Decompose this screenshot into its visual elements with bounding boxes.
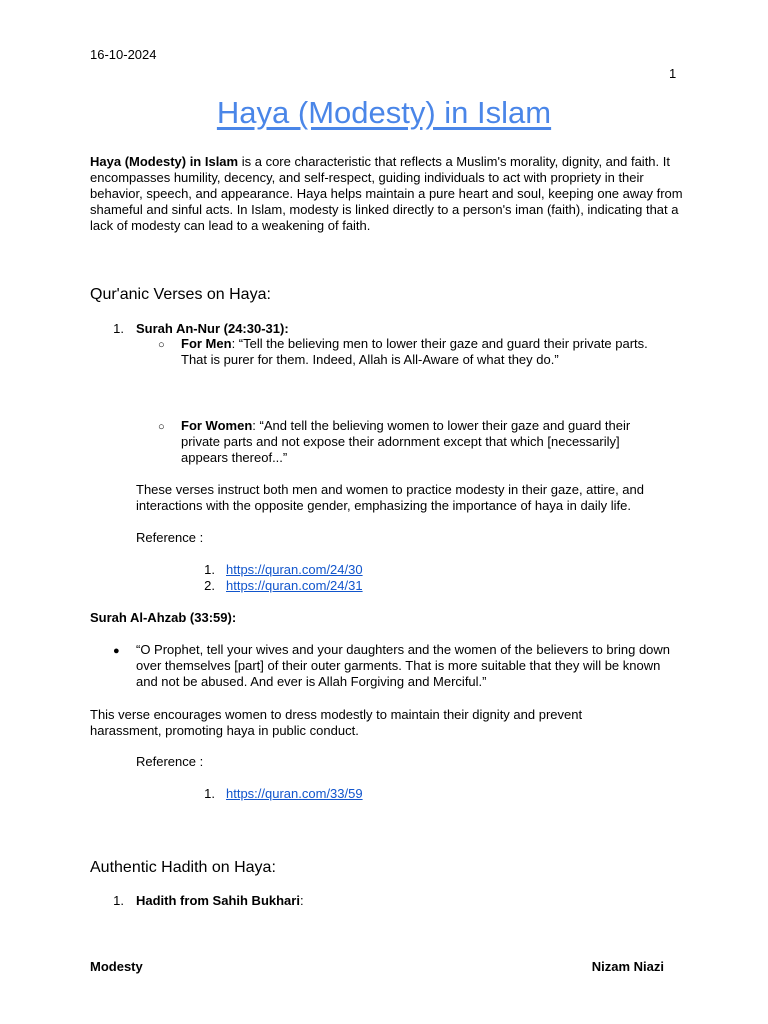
reference-number: 1. [204, 786, 215, 801]
footer-left: Modesty [90, 959, 143, 974]
reference-label: Reference : [136, 754, 204, 769]
reference-label: Reference : [136, 530, 204, 545]
hadith-bukhari-title: Hadith from Sahih Bukhari: [136, 893, 304, 908]
reference-link-33-59[interactable]: https://quran.com/33/59 [226, 786, 363, 801]
surah-al-ahzab-title: Surah Al-Ahzab (33:59): [90, 610, 237, 625]
verse-for-women [181, 418, 666, 466]
an-nur-explanation: These verses instruct both men and women to practice modesty in their gaze, attire, and interactions with the opposite gender, emphasizing the importance of haya in daily life. [136, 482, 644, 513]
bullet-icon: ● [113, 645, 120, 657]
intro-paragraph [90, 154, 688, 234]
intro-bold-lead: Haya (Modesty) in Islam [90, 154, 239, 169]
list-number: 1. [113, 893, 124, 908]
page-number: 1 [669, 66, 677, 81]
reference-number: 2. [204, 578, 215, 593]
for-men-label: For Men [181, 336, 232, 351]
reference-link-24-31[interactable]: https://quran.com/24/31 [226, 578, 363, 593]
surah-an-nur-title: Surah An-Nur (24:30-31): [136, 321, 289, 336]
circle-bullet-icon: ○ [158, 421, 165, 433]
document-title[interactable]: Haya (Modesty) in Islam [216, 95, 552, 130]
reference-number: 1. [204, 562, 215, 577]
circle-bullet-icon: ○ [158, 339, 165, 351]
for-women-text: : “And tell the believing women to lower their gaze and guard their private parts and not expose their adornment except that which [necessarily] appears thereof...” [181, 418, 631, 465]
for-men-text: : “Tell the believing men to lower their gaze and guard their private parts. That is purer for them. Indeed, Allah is All-Aware of what they do.” [181, 336, 648, 367]
al-ahzab-explanation: This verse encourages women to dress modestly to maintain their dignity and prevent harassment, promoting haya in public conduct. [90, 707, 583, 738]
for-women-label: For Women [181, 418, 253, 433]
footer-right: Nizam Niazi [591, 959, 664, 974]
reference-link-24-30[interactable]: https://quran.com/24/30 [226, 562, 363, 577]
list-number: 1. [113, 321, 124, 336]
quran-section-heading: Qur'anic Verses on Haya: [90, 286, 271, 303]
al-ahzab-quote: “O Prophet, tell your wives and your daughters and the women of the believers to bring down over themselves [part] of their outer garments. That is more suitable that they will be known and not be abused. And ever is Allah Forgiving and Merciful.” [136, 642, 671, 689]
intro-text: is a core characteristic that reflects a Muslim's morality, dignity, and faith. It encompasses humility, decency, and self-respect, guiding individuals to act with propriety in their behavior, speech, and appearance. Haya helps maintain a pure heart and soul, keeping one away from shameful and sinful acts. In Islam, modesty is linked directly to a person's iman (faith), indicating that a lack of modesty can lead to a weakening of faith. [90, 154, 683, 233]
verse-for-men [181, 336, 651, 368]
header-date: 16-10-2024 [90, 47, 157, 62]
hadith-section-heading: Authentic Hadith on Haya: [90, 859, 276, 876]
